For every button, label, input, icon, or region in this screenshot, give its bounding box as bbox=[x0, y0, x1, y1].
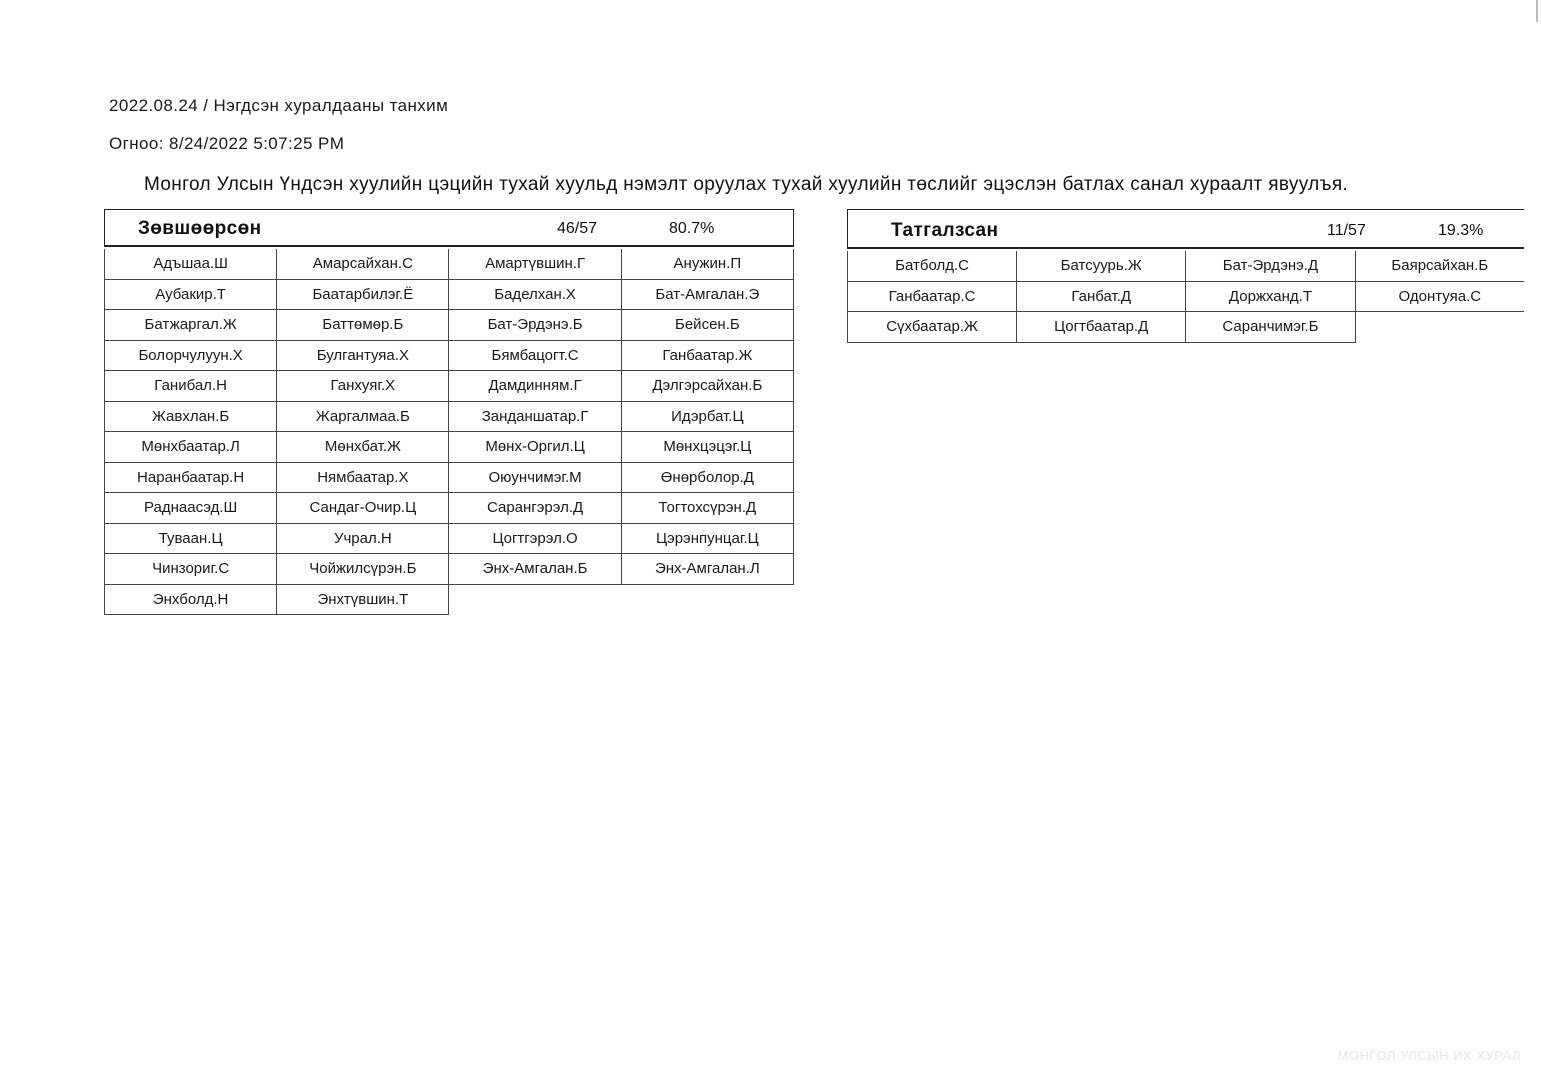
vote-datetime: Огноо: 8/24/2022 5:07:25 PM bbox=[109, 134, 345, 153]
table-row bbox=[105, 554, 794, 585]
member-name: Амартүвшин.Г bbox=[449, 249, 621, 279]
member-name: Тогтохсүрэн.Д bbox=[621, 493, 793, 524]
member-name: Баатарбилэг.Ё bbox=[277, 279, 449, 310]
member-name: Дамдинням.Г bbox=[449, 371, 621, 402]
member-name: Чойжилсүрэн.Б bbox=[277, 554, 449, 585]
member-name: Өнөрболор.Д bbox=[621, 462, 793, 493]
session-header: 2022.08.24 / Нэгдсэн хуралдааны танхим bbox=[109, 96, 449, 115]
reject-block bbox=[847, 209, 1524, 343]
member-name: Сүхбаатар.Ж bbox=[848, 312, 1017, 343]
member-name: Бат-Эрдэнэ.Д bbox=[1186, 251, 1355, 281]
approve-percent: 80.7% bbox=[669, 220, 715, 237]
member-name: Баделхан.Х bbox=[449, 279, 621, 310]
table-row bbox=[848, 312, 1525, 343]
approve-block bbox=[104, 209, 794, 615]
member-name: Энхтүвшин.Т bbox=[277, 584, 449, 615]
member-name: Ганхуяг.Х bbox=[277, 371, 449, 402]
member-name: Жавхлан.Б bbox=[105, 401, 277, 432]
reject-count: 11/57 bbox=[1327, 222, 1366, 239]
member-name: Жаргалмаа.Б bbox=[277, 401, 449, 432]
member-name: Идэрбат.Ц bbox=[621, 401, 793, 432]
member-name: Одонтуяа.С bbox=[1355, 281, 1524, 312]
reject-names-table bbox=[847, 251, 1524, 343]
member-name: Наранбаатар.Н bbox=[105, 462, 277, 493]
member-name: Ганбаатар.С bbox=[848, 281, 1017, 312]
table-row bbox=[105, 523, 794, 554]
table-row bbox=[105, 401, 794, 432]
empty-cell bbox=[621, 584, 793, 615]
empty-cell bbox=[1355, 312, 1524, 343]
member-name: Мөнх-Оргил.Ц bbox=[449, 432, 621, 463]
member-name: Болорчулуун.Х bbox=[105, 340, 277, 371]
member-name: Батболд.С bbox=[848, 251, 1017, 281]
member-name: Ганбат.Д bbox=[1017, 281, 1186, 312]
member-name: Сарангэрэл.Д bbox=[449, 493, 621, 524]
member-name: Бат-Эрдэнэ.Б bbox=[449, 310, 621, 341]
member-name: Сандаг-Очир.Ц bbox=[277, 493, 449, 524]
table-row bbox=[848, 251, 1525, 281]
member-name: Саранчимэг.Б bbox=[1186, 312, 1355, 343]
member-name: Учрал.Н bbox=[277, 523, 449, 554]
approve-names-table bbox=[104, 249, 794, 615]
member-name: Батжаргал.Ж bbox=[105, 310, 277, 341]
table-row bbox=[105, 493, 794, 524]
approve-header bbox=[104, 209, 794, 247]
member-name: Мөнхцэцэг.Ц bbox=[621, 432, 793, 463]
table-row bbox=[105, 462, 794, 493]
approve-count: 46/57 bbox=[557, 220, 598, 237]
empty-cell bbox=[449, 584, 621, 615]
member-name: Цогтгэрэл.О bbox=[449, 523, 621, 554]
scan-edge-mark bbox=[1536, 0, 1538, 22]
member-name: Энх-Амгалан.Л bbox=[621, 554, 793, 585]
member-name: Мөнхбат.Ж bbox=[277, 432, 449, 463]
member-name: Дэлгэрсайхан.Б bbox=[621, 371, 793, 402]
member-name: Ганибал.Н bbox=[105, 371, 277, 402]
member-name: Доржханд.Т bbox=[1186, 281, 1355, 312]
motion-text: Монгол Улсын Үндсэн хуулийн цэцийн тухай хуульд нэмэлт оруулах тухай хуулийн төслийг эцэслэн батлах санал хураалт явуулъя. bbox=[144, 174, 1349, 195]
table-row bbox=[105, 340, 794, 371]
member-name: Адъшаа.Ш bbox=[105, 249, 277, 279]
member-name: Занданшатар.Г bbox=[449, 401, 621, 432]
reject-percent: 19.3% bbox=[1438, 222, 1484, 239]
footer-watermark: МОНГОЛ УЛСЫН ИХ ХУРАЛ bbox=[1337, 1048, 1521, 1063]
table-row bbox=[848, 281, 1525, 312]
table-row bbox=[105, 432, 794, 463]
member-name: Булгантуяа.Х bbox=[277, 340, 449, 371]
member-name: Бямбацогт.С bbox=[449, 340, 621, 371]
member-name: Батсуурь.Ж bbox=[1017, 251, 1186, 281]
member-name: Нямбаатар.Х bbox=[277, 462, 449, 493]
table-row bbox=[105, 371, 794, 402]
table-row bbox=[105, 279, 794, 310]
reject-header bbox=[847, 209, 1524, 249]
member-name: Цогтбаатар.Д bbox=[1017, 312, 1186, 343]
member-name: Цэрэнпунцаг.Ц bbox=[621, 523, 793, 554]
member-name: Анужин.П bbox=[621, 249, 793, 279]
member-name: Ганбаатар.Ж bbox=[621, 340, 793, 371]
member-name: Баттөмөр.Б bbox=[277, 310, 449, 341]
member-name: Аубакир.Т bbox=[105, 279, 277, 310]
reject-title: Татгалзсан bbox=[891, 220, 999, 241]
member-name: Энх-Амгалан.Б bbox=[449, 554, 621, 585]
approve-title: Зөвшөөрсөн bbox=[138, 218, 262, 239]
member-name: Раднаасэд.Ш bbox=[105, 493, 277, 524]
member-name: Бат-Амгалан.Э bbox=[621, 279, 793, 310]
member-name: Оюунчимэг.М bbox=[449, 462, 621, 493]
table-row bbox=[105, 310, 794, 341]
table-row bbox=[105, 584, 794, 615]
table-row bbox=[105, 249, 794, 279]
member-name: Чинзориг.С bbox=[105, 554, 277, 585]
member-name: Бейсен.Б bbox=[621, 310, 793, 341]
member-name: Энхболд.Н bbox=[105, 584, 277, 615]
member-name: Амарсайхан.С bbox=[277, 249, 449, 279]
member-name: Баярсайхан.Б bbox=[1355, 251, 1524, 281]
member-name: Туваан.Ц bbox=[105, 523, 277, 554]
member-name: Мөнхбаатар.Л bbox=[105, 432, 277, 463]
